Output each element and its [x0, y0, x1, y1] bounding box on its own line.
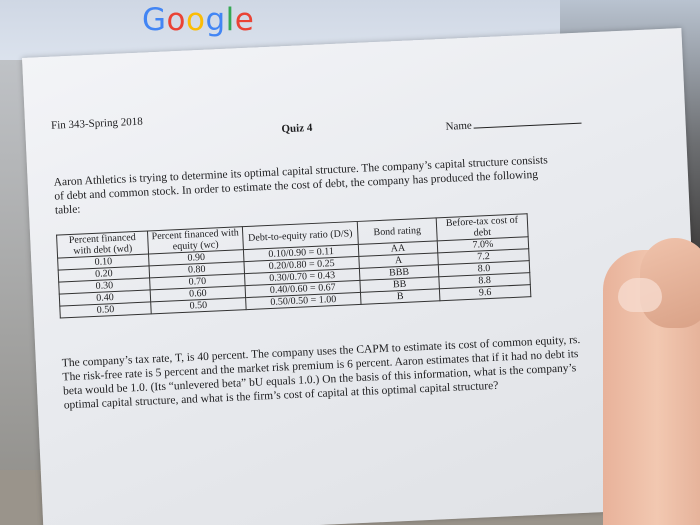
- cell: 0.30/0.70 = 0.43: [245, 268, 360, 285]
- google-logo: [142, 2, 254, 38]
- thumbnail: [618, 278, 662, 312]
- name-label: Name: [445, 119, 473, 133]
- cell: 9.6: [439, 285, 530, 301]
- cell: 0.50: [60, 302, 151, 318]
- logo-letter: g: [205, 2, 226, 38]
- cell: 0.40/0.60 = 0.67: [245, 280, 360, 297]
- cell: 7.0%: [437, 237, 528, 253]
- logo-letter: l: [225, 2, 235, 38]
- cell: 8.0: [438, 261, 529, 277]
- cell: 0.40: [59, 290, 150, 306]
- cell: 0.90: [149, 250, 244, 266]
- cell: 0.20: [58, 266, 149, 282]
- logo-letter: e: [234, 2, 255, 38]
- logo-letter: G: [142, 2, 167, 38]
- cell: A: [359, 253, 438, 269]
- header-de-ratio: Debt-to-equity ratio (D/S): [242, 221, 358, 249]
- cell: BBB: [359, 265, 438, 281]
- cell: 0.50/0.50 = 1.00: [246, 292, 361, 309]
- cell: 0.20/0.80 = 0.25: [244, 256, 359, 273]
- header-debt: Percent financed with debt (wd): [57, 231, 149, 258]
- cell: B: [360, 289, 439, 305]
- cell: 0.10: [58, 254, 149, 270]
- header-cost-of-debt: Before-tax cost of debt: [436, 214, 528, 241]
- cell: 0.10/0.90 = 0.11: [243, 244, 358, 261]
- logo-letter: o: [186, 2, 206, 38]
- capital-structure-table: [56, 213, 531, 318]
- header-equity: Percent financed with equity (wc): [147, 227, 243, 254]
- cell: 0.60: [150, 286, 245, 302]
- quiz-title: Quiz 4: [281, 121, 313, 136]
- cell: BB: [360, 277, 439, 293]
- question-paragraph: The company’s tax rate, T, is 40 percent. The company uses the CAPM to estimate its cost of common equity, rs. The risk-free rate is 5 percent and the market risk premium is 6 percent. Aaron estimates that if it had no debt its beta would be 1.0. (Its “unlevered beta” bU equals 1.0.) On the basis of this information, what is the company’s optimal capital structure, and what is the firm’s cost of capital at this optimal capital structure?: [61, 333, 581, 412]
- cell: 7.2: [438, 249, 529, 265]
- cell: 8.8: [439, 273, 530, 289]
- cell: 0.80: [149, 262, 244, 278]
- quiz-paper: [22, 28, 700, 525]
- course-title: Fin 343-Spring 2018: [50, 115, 143, 132]
- name-blank-line: [474, 123, 582, 129]
- intro-paragraph: Aaron Athletics is trying to determine its optimal capital structure. The company’s capital structure consists of debt and common stock. In order to estimate the cost of debt, the company has produced the following table:: [53, 154, 548, 217]
- name-field: [445, 115, 582, 133]
- cell: 0.30: [59, 278, 150, 294]
- cell: AA: [358, 241, 437, 257]
- cell: 0.70: [150, 274, 245, 290]
- header-bond-rating: Bond rating: [357, 218, 437, 245]
- cell: 0.50: [151, 298, 246, 314]
- logo-letter: o: [166, 2, 186, 38]
